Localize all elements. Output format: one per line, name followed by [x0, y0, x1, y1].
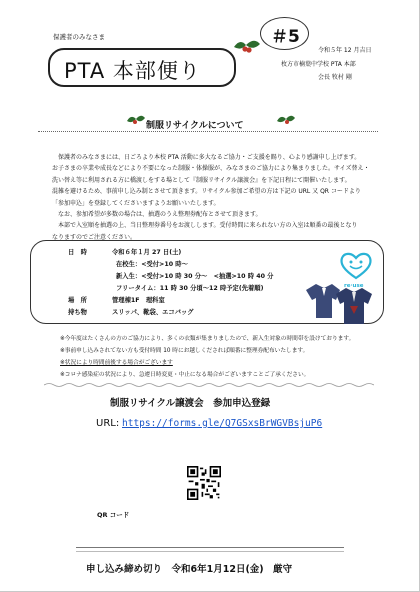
holly-icon — [126, 112, 146, 128]
current-students-time: 在校生：<受付>10 時～ — [116, 261, 188, 268]
chair-name: 会長 牧村 剛 — [318, 74, 352, 81]
new-students-time: 新入生：<受付>10 時 30 分～ <抽選>10 時 40 分 — [116, 273, 274, 280]
body-line: 本部で入室順を抽選の上、当日整理券番号をお渡しします。受付時間に来られない方の入室は順番の最後となり — [58, 222, 358, 230]
body-line: 混雑を避けるため、事前申し込み制とさせて頂きます。リサイクル参加ご希望の方は下記の URL 又 QR コードより — [52, 188, 361, 196]
intro-paragraph — [52, 152, 388, 243]
url-label: URL: — [96, 418, 120, 429]
holly-icon — [232, 35, 262, 57]
body-line: 「参加申込」を登録してくださいますようお願いいたします。 — [52, 199, 220, 207]
holly-icon — [276, 112, 296, 128]
date-label: 日 時 — [68, 249, 87, 256]
free-time: フリータイム：11 時 30 分頃～12 時予定(先着順) — [116, 285, 264, 292]
uniform-illustration — [302, 280, 378, 328]
place-value: 管理棟1F 理科室 — [112, 297, 165, 304]
body-line: なりますのでご注意ください。 — [52, 233, 137, 241]
reuse-heart-icon — [338, 250, 374, 282]
page-title: PTA 本部便り — [64, 59, 201, 83]
body-line: 保護者のみなさまには、日ごろより本校 PTA 活動に多大なるご協力・ご支援を賜り、心より感謝申し上げます。 — [58, 154, 361, 161]
body-line: なお、参加希望が多数の場合は、抽選のうえ整理券配布とさせて頂きます。 — [58, 211, 262, 219]
note: ※今年度はたくさんの方のご協力により、多くの衣類が集まりましたので、新入生対象の時間帯を設けております。 — [60, 336, 355, 342]
deadline-rule — [76, 551, 344, 552]
event-registration-title: 制服リサイクル譲渡会 参加申込登録 — [110, 398, 271, 409]
deadline-rule — [76, 547, 344, 548]
note: ※コロナ感染症の状況により、急遽日時変更・中止になる場合がございますことご了承ください。 — [60, 372, 310, 378]
school-name: 枚方市楠葉中学校 PTA 本部 — [281, 61, 356, 68]
issue-number: ＃5 — [271, 27, 300, 47]
body-line: お子さまの卒業や成長などにより不要になった制服・体操服が、みなさまのご協力により集まりました。サイズ替え・ — [52, 165, 370, 173]
deadline: 申し込み締め切り 令和6年1月12日(金) 厳守 — [86, 564, 293, 575]
reuse-label: re·use — [344, 283, 364, 289]
items-label: 持ち物 — [68, 309, 87, 316]
note: ※状況により時間前後する場合がございます — [60, 360, 173, 366]
qr-code[interactable] — [187, 466, 221, 500]
place-label: 場 所 — [68, 297, 87, 304]
issue-date: 令和５年 12 月吉日 — [318, 47, 372, 54]
section-divider — [38, 131, 378, 132]
addressee: 保護者のみなさま — [53, 33, 105, 41]
registration-link[interactable]: https://forms.gle/Q7GSxsBrWGVBsjuP6 — [122, 418, 323, 429]
wavy-divider — [44, 382, 374, 388]
items-value: スリッパ、靴袋、エコバッグ — [112, 309, 194, 316]
qr-label: QR コード — [97, 511, 130, 519]
date-value: 令和６年１月 27 日(土) — [112, 249, 182, 256]
section-title: 制服リサイクルについて — [146, 121, 244, 131]
note: ※事前申し込みされてない方も受付時間 10 時にお越しくだされば順番に整理券配布いたします。 — [60, 348, 309, 354]
body-line: 洗い替え等に利用される方に橋渡しをする場として『制服リサイクル譲渡会』を下記日程にて開催いたします。 — [52, 176, 351, 184]
